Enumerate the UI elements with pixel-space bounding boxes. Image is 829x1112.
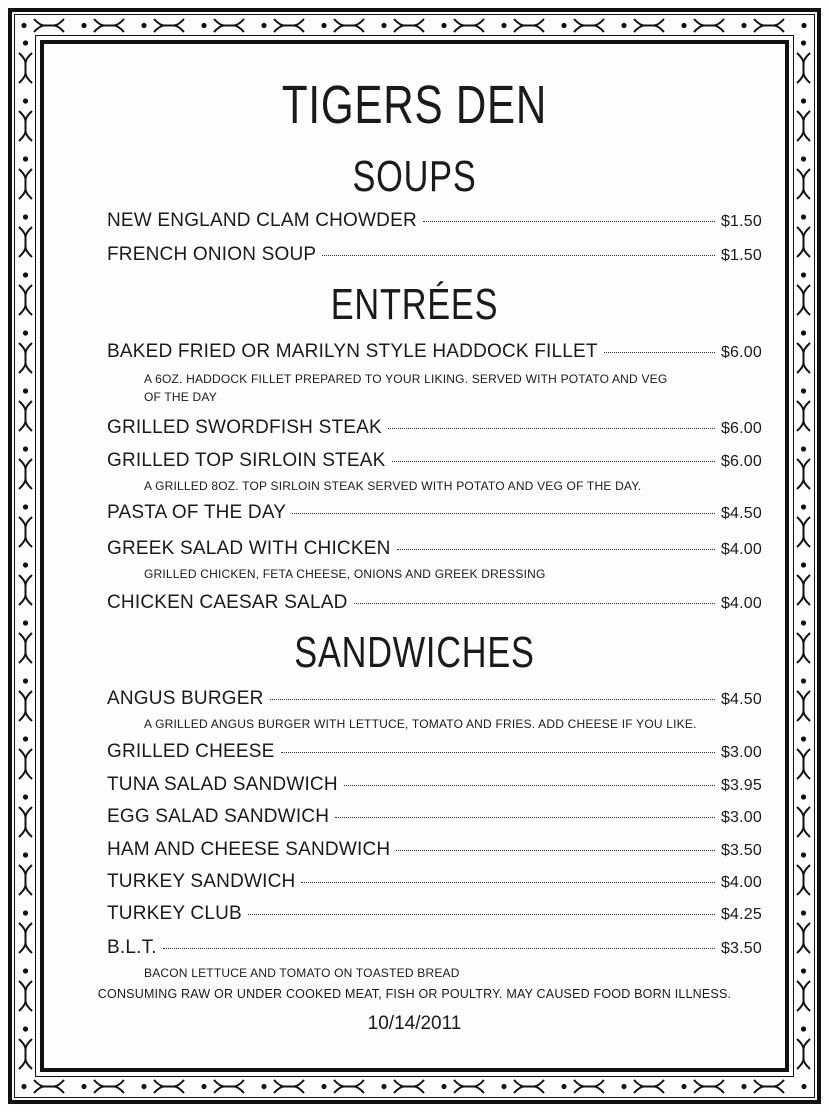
menu-item: [107, 688, 762, 710]
item-description: GRILLED CHICKEN, FETA CHEESE, ONIONS AND GREEK DRESSING: [144, 567, 546, 581]
item-price: $4.50: [720, 505, 762, 522]
item-name: NEW ENGLAND CLAM CHOWDER: [107, 210, 417, 231]
item-description: A GRILLED 8OZ. TOP SIRLOIN STEAK SERVED WITH POTATO AND VEG OF THE DAY.: [144, 479, 642, 493]
item-price: $4.00: [720, 541, 762, 558]
item-price: $3.00: [720, 809, 762, 826]
item-description: A GRILLED ANGUS BURGER WITH LETTUCE, TOMATO AND FRIES. ADD CHEESE IF YOU LIKE.: [144, 717, 697, 731]
dot-leader: [388, 428, 715, 429]
item-price: $6.00: [720, 420, 762, 437]
item-price: $6.00: [720, 453, 762, 470]
item-price: $1.50: [720, 213, 762, 230]
menu-item: [107, 210, 762, 232]
item-price: $4.00: [720, 595, 762, 612]
ornament-band-left: [16, 35, 35, 1077]
item-price: $4.50: [720, 691, 762, 708]
item-name: FRENCH ONION SOUP: [107, 244, 317, 265]
item-name: GREEK SALAD WITH CHICKEN: [107, 538, 391, 559]
menu-item: [107, 806, 762, 828]
dot-leader: [354, 603, 715, 604]
item-name: PASTA OF THE DAY: [107, 502, 287, 523]
item-name: TUNA SALAD SANDWICH: [107, 774, 338, 795]
menu-item: [107, 450, 762, 472]
item-name: EGG SALAD SANDWICH: [107, 806, 330, 827]
menu-item: [107, 839, 762, 861]
item-price: $4.25: [720, 906, 762, 923]
menu-title: TIGERS DEN: [281, 75, 548, 135]
bracket-ornament-icon: [16, 1077, 813, 1096]
item-name: HAM AND CHEESE SANDWICH: [107, 839, 391, 860]
dot-leader: [270, 699, 715, 700]
dot-leader: [396, 850, 715, 851]
item-name: CHICKEN CAESAR SALAD: [107, 592, 348, 613]
item-price: $6.00: [720, 344, 762, 361]
ornament-band-bottom: [16, 1077, 813, 1096]
item-name: GRILLED TOP SIRLOIN STEAK: [107, 450, 386, 471]
item-price: $1.50: [720, 247, 762, 264]
dot-leader: [163, 948, 715, 949]
bracket-ornament-icon: [16, 35, 35, 1077]
dot-leader: [322, 255, 715, 256]
menu-item: [107, 341, 762, 363]
dot-leader: [344, 785, 715, 786]
menu-item: [107, 244, 762, 266]
item-description: BACON LETTUCE AND TOMATO ON TOASTED BREAD: [144, 966, 460, 980]
menu-item: [107, 502, 762, 524]
item-description: A 6OZ. HADDOCK FILLET PREPARED TO YOUR LIKING. SERVED WITH POTATO AND VEG OF THE DAY: [144, 372, 668, 404]
item-name: ANGUS BURGER: [107, 688, 264, 709]
item-name: GRILLED SWORDFISH STEAK: [107, 417, 382, 438]
item-name: TURKEY SANDWICH: [107, 871, 296, 892]
bracket-ornament-icon: [794, 35, 813, 1077]
menu-item: [107, 741, 762, 763]
dot-leader: [604, 352, 715, 353]
menu-item: [107, 417, 762, 439]
dot-leader: [292, 513, 715, 514]
menu-item: [107, 903, 762, 925]
ornament-band-right: [794, 35, 813, 1077]
section-heading-soups: SOUPS: [352, 152, 477, 201]
menu-page: [44, 44, 785, 1068]
item-name: TURKEY CLUB: [107, 903, 242, 924]
bracket-ornament-icon: [16, 16, 813, 35]
section-heading-entrees: ENTRÉES: [330, 280, 499, 329]
dot-leader: [301, 882, 715, 883]
menu-item: [107, 871, 762, 893]
dot-leader: [397, 549, 715, 550]
dot-leader: [248, 914, 715, 915]
dot-leader: [281, 752, 715, 753]
menu-item: [107, 937, 762, 959]
dot-leader: [423, 221, 715, 222]
item-name: B.L.T.: [107, 937, 157, 958]
section-heading-sandwiches: SANDWICHES: [294, 628, 535, 677]
item-price: $3.00: [720, 744, 762, 761]
item-price: $3.50: [720, 842, 762, 859]
item-name: GRILLED CHEESE: [107, 741, 275, 762]
menu-item: [107, 774, 762, 796]
ornament-band-top: [16, 16, 813, 35]
item-price: $3.50: [720, 940, 762, 957]
dot-leader: [335, 817, 715, 818]
item-price: $3.95: [720, 777, 762, 794]
food-safety-notice: CONSUMING RAW OR UNDER COOKED MEAT, FISH OR POULTRY. MAY CAUSED FOOD BORN ILLNESS.: [97, 987, 732, 1001]
menu-item: [107, 592, 762, 614]
item-price: $4.00: [720, 874, 762, 891]
dot-leader: [392, 461, 715, 462]
menu-date: 10/14/2011: [367, 1013, 462, 1034]
menu-item: [107, 538, 762, 560]
item-name: BAKED FRIED OR MARILYN STYLE HADDOCK FILLET: [107, 341, 598, 362]
